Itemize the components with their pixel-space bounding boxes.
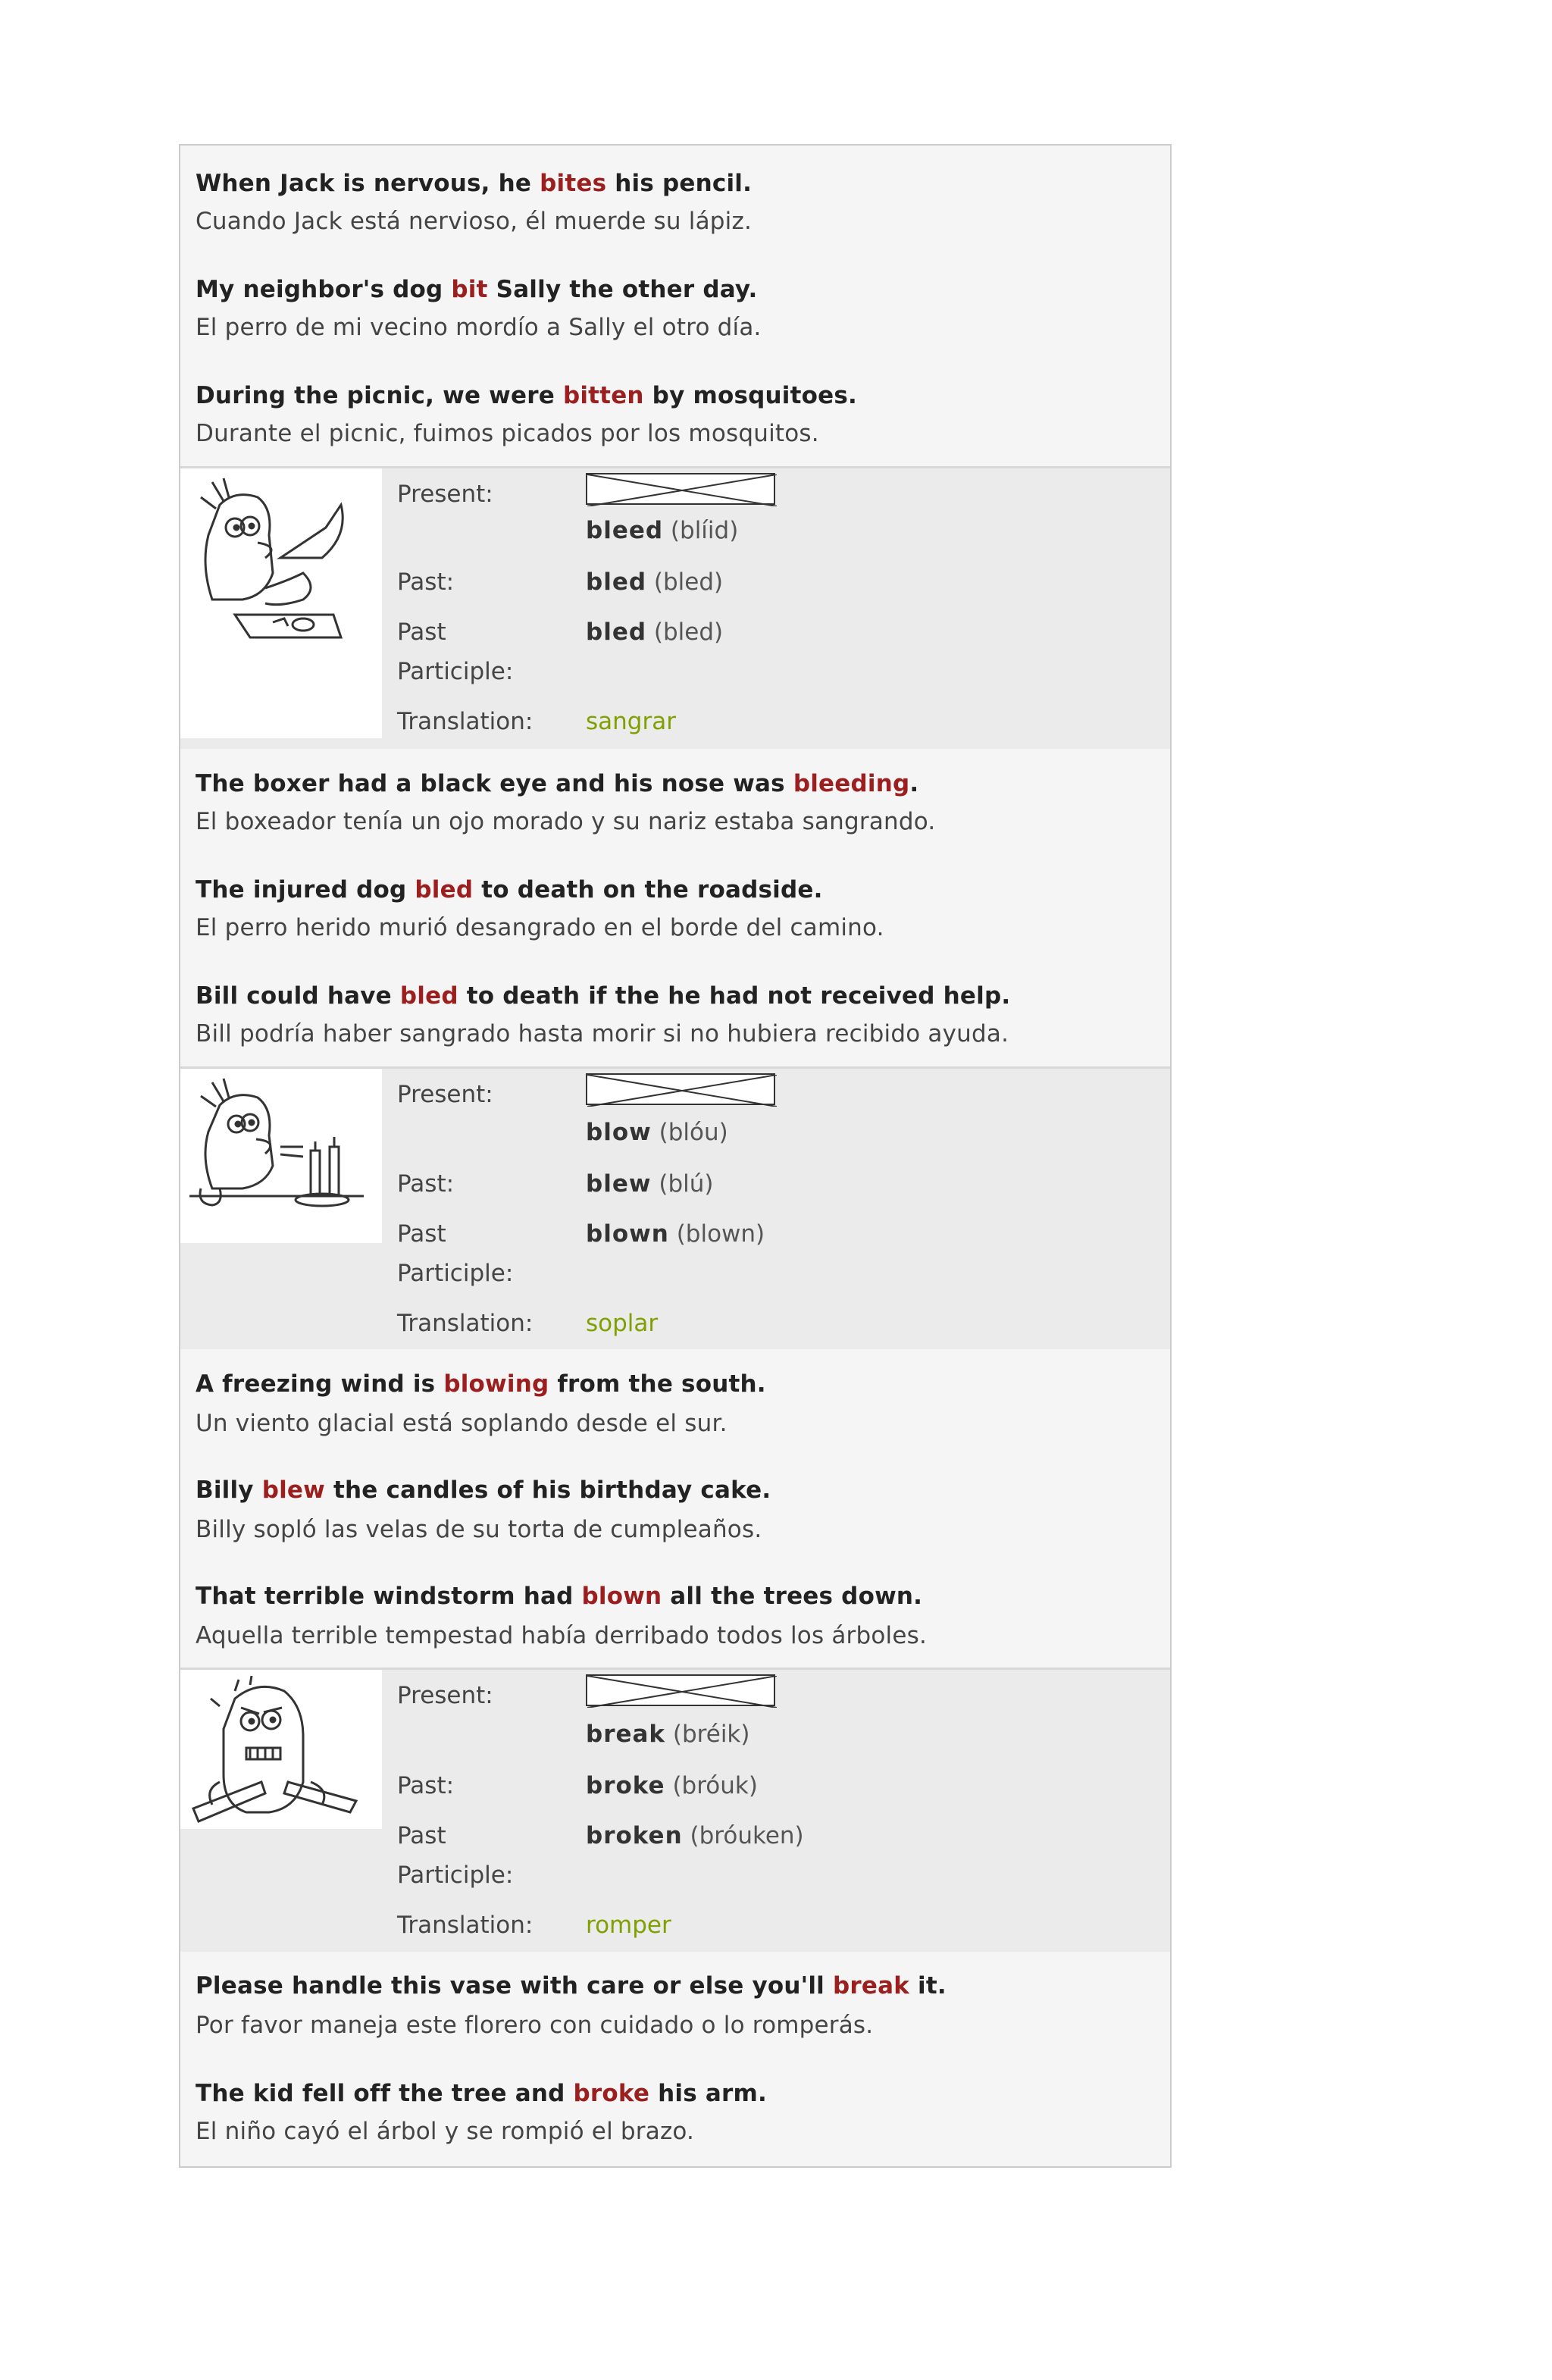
present-form: break (bréik): [586, 1721, 750, 1748]
example-es: Bill podría haber sangrado hasta morir si no hubiera recibido ayuda.: [196, 1020, 1009, 1048]
example-en: Billy blew the candles of his birthday cake.: [196, 1477, 771, 1504]
example-es: Durante el picnic, fuimos picados por los mosquitos.: [196, 420, 819, 447]
cartoon-breaking-stick-icon: [189, 1676, 364, 1827]
present-label: Present:: [397, 481, 493, 508]
example-es: Un viento glacial está soplando desde el sur.: [196, 1410, 728, 1437]
example-es: El niño cayó el árbol y se rompió el brazo.: [196, 2118, 695, 2145]
past-label: Past:: [397, 568, 455, 596]
example-es: Por favor maneja este florero con cuidado o lo romperás.: [196, 2012, 874, 2039]
example-es: Cuando Jack está nervioso, él muerde su lápiz.: [196, 208, 753, 235]
past-form: bled (bled): [586, 568, 724, 596]
example-es: Aquella terrible tempestad había derribado todos los árboles.: [196, 1622, 928, 1649]
past-form: broke (bróuk): [586, 1772, 758, 1799]
cartoon-blowing-candle-icon: [189, 1075, 364, 1242]
example-en: My neighbor's dog bit Sally the other day.: [196, 276, 758, 303]
example-en: Please handle this vase with care or else you'll break it.: [196, 1972, 947, 2000]
participle-label-2: Participle:: [397, 658, 514, 685]
example-en: When Jack is nervous, he bites his pencil.: [196, 170, 753, 197]
bleed-illustration: [180, 468, 382, 738]
participle-label-1: Past: [397, 1220, 446, 1248]
example-en: The injured dog bled to death on the roadside.: [196, 876, 823, 903]
example-en: A freezing wind is blowing from the south.: [196, 1370, 766, 1398]
past-form: blew (blú): [586, 1170, 714, 1198]
translation-value: soplar: [586, 1310, 659, 1337]
example-es: Billy sopló las velas de su torta de cumpleaños.: [196, 1516, 762, 1543]
participle-form: blown (blown): [586, 1220, 765, 1248]
example-en: That terrible windstorm had blown all the trees down.: [196, 1583, 923, 1610]
participle-label-2: Participle:: [397, 1862, 514, 1889]
break-illustration: [180, 1670, 382, 1829]
translation-value: romper: [586, 1912, 671, 1939]
blow-illustration: [180, 1069, 382, 1243]
example-en: Bill could have bled to death if the he had not received help.: [196, 982, 1011, 1010]
present-label: Present:: [397, 1081, 493, 1108]
translation-label: Translation:: [397, 1912, 534, 1939]
participle-label-1: Past: [397, 618, 446, 646]
example-en: During the picnic, we were bitten by mosquitoes.: [196, 382, 857, 409]
past-label: Past:: [397, 1772, 455, 1799]
example-es: El perro herido murió desangrado en el borde del camino.: [196, 914, 884, 941]
participle-form: bled (bled): [586, 618, 724, 646]
present-label: Present:: [397, 1682, 493, 1709]
example-en: The kid fell off the tree and broke his arm.: [196, 2080, 767, 2107]
present-form: blow (blóu): [586, 1119, 728, 1146]
participle-form: broken (bróuken): [586, 1822, 804, 1849]
past-label: Past:: [397, 1170, 455, 1198]
translation-value: sangrar: [586, 708, 676, 735]
present-image-placeholder: [586, 1073, 775, 1105]
present-image-placeholder: [586, 1674, 775, 1706]
example-es: El boxeador tenía un ojo morado y su nariz estaba sangrando.: [196, 808, 936, 835]
example-es: El perro de mi vecino mordío a Sally el otro día.: [196, 314, 762, 341]
participle-label-2: Participle:: [397, 1260, 514, 1287]
present-image-placeholder: [586, 473, 775, 505]
translation-label: Translation:: [397, 1310, 534, 1337]
cartoon-cutting-finger-icon: [189, 474, 371, 649]
participle-label-1: Past: [397, 1822, 446, 1849]
example-en: The boxer had a black eye and his nose was bleeding.: [196, 770, 919, 797]
present-form: bleed (blíid): [586, 517, 739, 544]
translation-label: Translation:: [397, 708, 534, 735]
